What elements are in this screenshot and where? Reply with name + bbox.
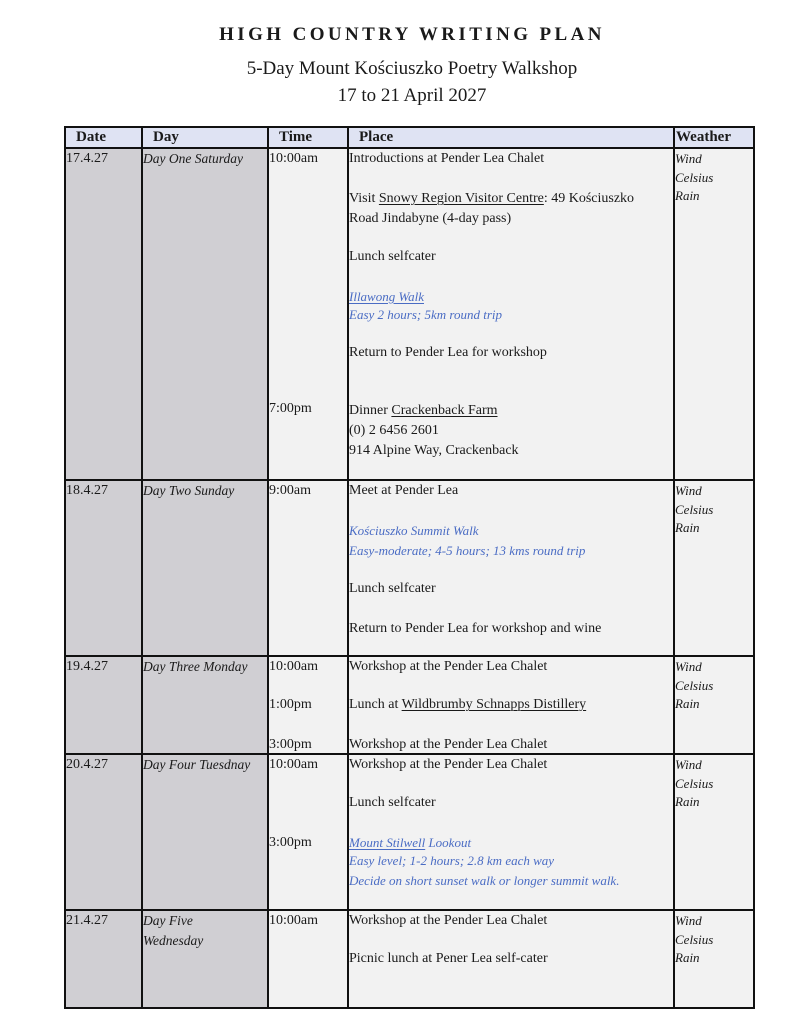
time-cell (268, 754, 348, 910)
place-text: Introductions at Pender Lea Chalet (349, 151, 545, 166)
time-text: 1:00pm (269, 697, 312, 712)
page-subtitle: 5-Day Mount Kościuszko Poetry Walkshop (246, 58, 578, 79)
date-text: 20.4.27 (66, 757, 108, 772)
column-header-day: Day (142, 127, 268, 148)
place-text: Lunch at Wildbrumby Schnapps Distillery (349, 697, 587, 712)
place-text: Workshop at the Pender Lea Chalet (349, 913, 548, 928)
place-text: Dinner Crackenback Farm (349, 403, 498, 418)
place-text: Workshop at the Pender Lea Chalet (349, 737, 548, 752)
place-text: Road Jindabyne (4-day pass) (349, 211, 512, 226)
time-text: 10:00am (269, 757, 318, 772)
phone-number: (0) 2 6456 2601 (349, 423, 439, 438)
weather-cell (674, 480, 754, 656)
weather-celsius: Celsius (675, 678, 714, 693)
summit-walk-text: Kościuszko Summit Walk (349, 523, 479, 538)
time-text: 9:00am (269, 483, 311, 498)
weather-celsius: Celsius (675, 170, 714, 185)
day-text: Wednesday (143, 933, 204, 948)
place-text: Visit Snowy Region Visitor Centre: 49 Kościuszko (349, 191, 635, 206)
day-cell (142, 754, 268, 910)
illawong-walk-link[interactable]: Illawong Walk (349, 289, 424, 304)
place-text: Workshop at the Pender Lea Chalet (349, 757, 548, 772)
mount-stilwell-link[interactable]: Mount Stilwell (349, 835, 426, 850)
date-text: 21.4.27 (66, 913, 108, 928)
weather-cell (674, 754, 754, 910)
column-header-place: Place (348, 127, 674, 148)
time-cell (268, 910, 348, 1008)
time-text: 10:00am (269, 913, 318, 928)
time-cell (268, 148, 348, 480)
weather-wind: Wind (675, 913, 702, 928)
place-text: Lunch selfcater (349, 795, 436, 810)
place-text: Picnic lunch at Pener Lea self-cater (349, 951, 548, 966)
weather-rain: Rain (675, 696, 700, 711)
place-cell (348, 754, 674, 910)
place-cell (348, 656, 674, 754)
day-text: Day Three Monday (143, 659, 248, 674)
weather-celsius: Celsius (675, 502, 714, 517)
day-cell (142, 480, 268, 656)
weather-celsius: Celsius (675, 776, 714, 791)
time-text: 10:00am (269, 659, 318, 674)
crackenback-farm-link[interactable]: Crackenback Farm (391, 403, 498, 418)
place-text: Mount Stilwell Lookout (349, 835, 472, 850)
distillery-link[interactable]: Wildbrumby Schnapps Distillery (401, 697, 587, 712)
day-cell (142, 656, 268, 754)
time-text: 10:00am (269, 151, 318, 166)
time-text: 3:00pm (269, 737, 312, 752)
date-text: 18.4.27 (66, 483, 108, 498)
place-text: Lunch selfcater (349, 581, 436, 596)
date-cell (65, 910, 142, 1008)
itinerary-table (64, 126, 755, 1009)
day-text: Day Two Sunday (143, 483, 235, 498)
date-cell (65, 480, 142, 656)
weather-rain: Rain (675, 188, 700, 203)
page-title: HIGH COUNTRY WRITING PLAN (219, 24, 605, 45)
place-text: Workshop at the Pender Lea Chalet (349, 659, 548, 674)
weather-rain: Rain (675, 794, 700, 809)
walk-note: Decide on short sunset walk or longer summit walk. (349, 873, 620, 888)
weather-wind: Wind (675, 659, 702, 674)
place-text: Meet at Pender Lea (349, 483, 459, 498)
visitor-centre-link[interactable]: Snowy Region Visitor Centre (378, 191, 544, 206)
place-text: Return to Pender Lea for workshop and wine (349, 621, 602, 636)
walk-detail: Easy level; 1-2 hours; 2.8 km each way (349, 853, 555, 868)
place-cell (348, 148, 674, 480)
place-text: Lunch selfcater (349, 249, 436, 264)
column-header-time: Time (268, 127, 348, 148)
place-cell (348, 480, 674, 656)
place-cell (348, 910, 674, 1008)
day-text: Day One Saturday (143, 151, 243, 166)
date-cell (65, 656, 142, 754)
weather-rain: Rain (675, 520, 700, 535)
time-text: 3:00pm (269, 835, 312, 850)
walk-detail: Easy 2 hours; 5km round trip (349, 307, 502, 322)
weather-rain: Rain (675, 950, 700, 965)
date-cell (65, 754, 142, 910)
place-text: Return to Pender Lea for workshop (349, 345, 547, 360)
day-cell (142, 910, 268, 1008)
weather-wind: Wind (675, 757, 702, 772)
column-header-date: Date (65, 127, 142, 148)
date-text: 17.4.27 (66, 151, 108, 166)
column-header-weather: Weather (674, 127, 754, 148)
time-text: 7:00pm (269, 401, 312, 416)
date-cell (65, 148, 142, 480)
weather-wind: Wind (675, 151, 702, 166)
weather-wind: Wind (675, 483, 702, 498)
time-cell (268, 480, 348, 656)
table-row (65, 910, 754, 1008)
day-cell (142, 148, 268, 480)
day-text: Day Four Tuesdnay (143, 757, 251, 772)
weather-cell (674, 656, 754, 754)
table-row (65, 480, 754, 656)
table-row (65, 148, 754, 480)
weather-cell (674, 910, 754, 1008)
time-cell (268, 656, 348, 754)
page-dates: 17 to 21 April 2027 (337, 85, 487, 106)
table-header-row (65, 127, 754, 148)
walk-detail: Easy-moderate; 4-5 hours; 13 kms round trip (349, 543, 586, 558)
weather-celsius: Celsius (675, 932, 714, 947)
date-text: 19.4.27 (66, 659, 108, 674)
weather-cell (674, 148, 754, 480)
table-row (65, 754, 754, 910)
address-text: 914 Alpine Way, Crackenback (349, 443, 519, 458)
table-row (65, 656, 754, 754)
day-text: Day Five (143, 913, 193, 928)
